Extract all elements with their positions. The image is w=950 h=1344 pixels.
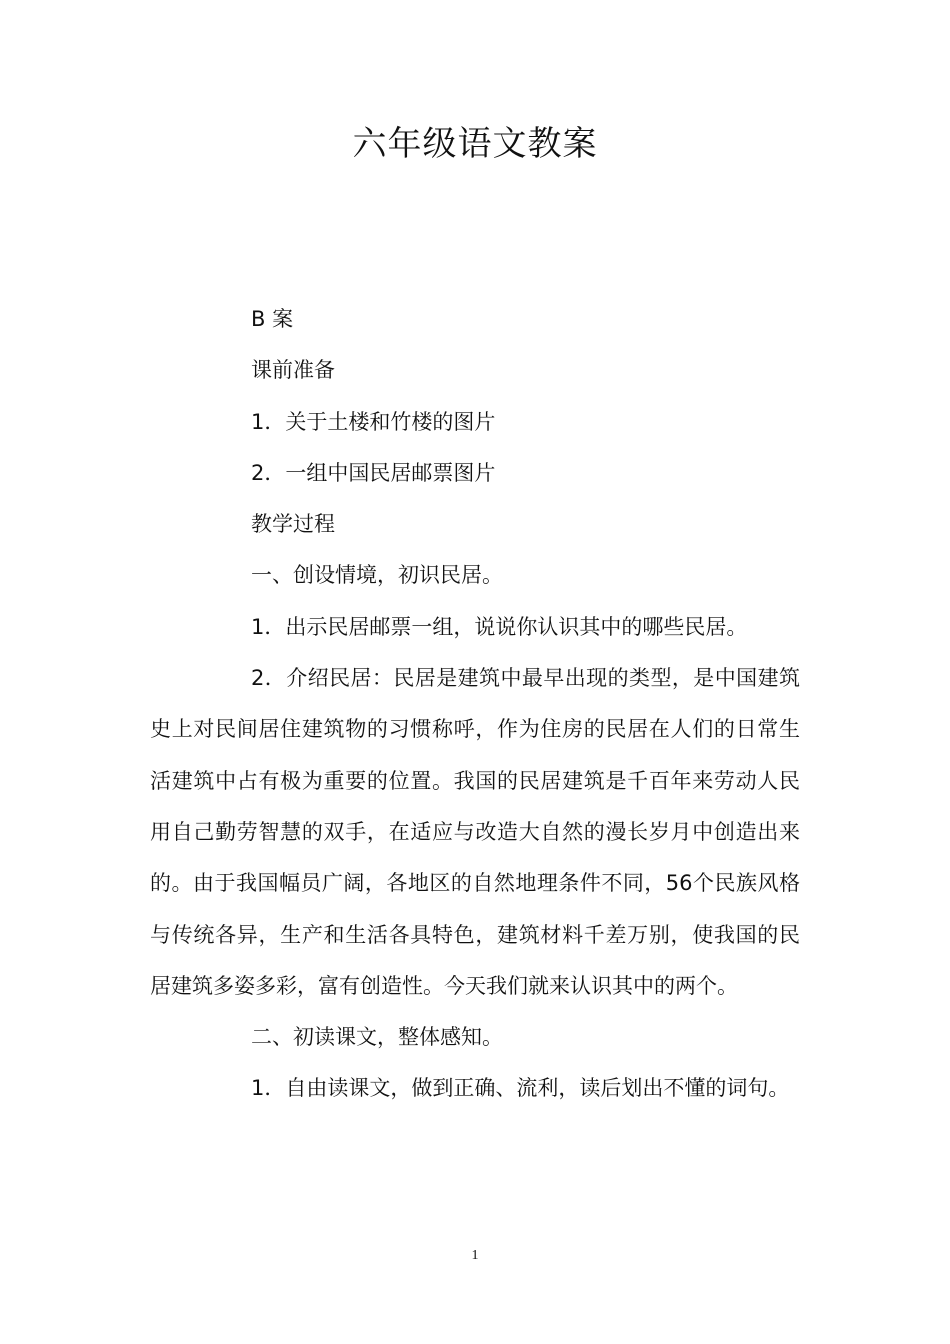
- paragraph-b-plan: B 案: [251, 307, 294, 331]
- paragraph-section-2-heading: 二、初读课文，整体感知。: [251, 1025, 503, 1050]
- paragraph-preparation-heading: 课前准备: [251, 358, 335, 383]
- paragraph-preparation-item-1: 1．关于土楼和竹楼的图片: [251, 409, 496, 434]
- document-title: 六年级语文教案: [352, 124, 598, 164]
- paragraph-section-2-item-1: 1．自由读课文，做到正确、流利，读后划出不懂的词句。: [251, 1076, 790, 1101]
- page-number: 1: [471, 1248, 479, 1263]
- paragraph-section-1-item-1: 1．出示民居邮票一组，说说你认识其中的哪些民居。: [251, 614, 748, 639]
- paragraph-preparation-item-2: 2．一组中国民居邮票图片: [251, 460, 496, 485]
- paragraph-process-heading: 教学过程: [251, 512, 335, 537]
- document-body: [150, 294, 800, 1115]
- paragraph-section-1-heading: 一、创设情境，初识民居。: [251, 563, 503, 588]
- paragraph-section-1-item-2: 2．介绍民居：民居是建筑中最早出现的类型，是中国建筑史上对民间居住建筑物的习惯称呼，作为住房的民居在人们的日常生活建筑中占有极为重要的位置。我国的民居建筑是千百年来劳动人民用自己勤劳智慧的双手，在适应与改造大自然的漫长岁月中创造出来的。由于我国幅员广阔，各地区的自然地理条件不同，56个民族风格与传统各异，生产和生活各具特色，建筑材料千差万别，使我国的民居建筑多姿多彩，富有创造性。今天我们就来认识其中的两个。: [150, 666, 800, 998]
